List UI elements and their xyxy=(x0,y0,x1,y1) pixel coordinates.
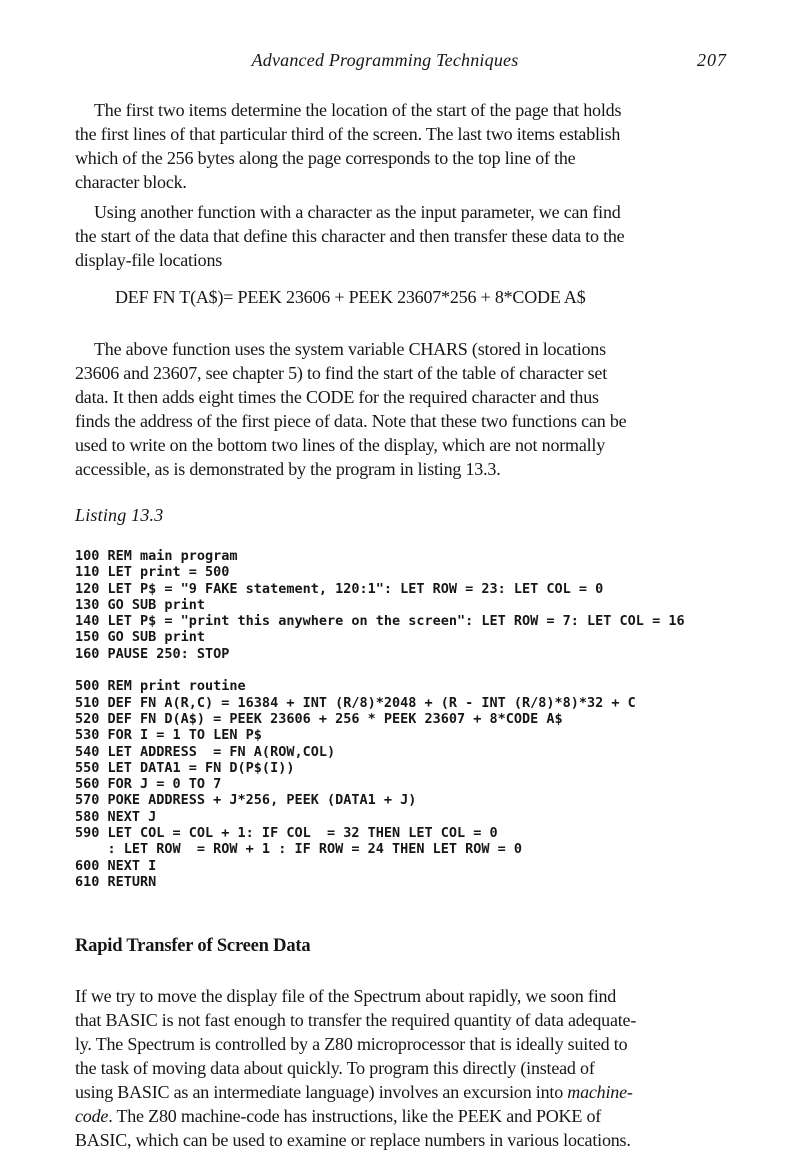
paragraph-line: If we try to move the display file of the Spectrum about rapidly, we soon find xyxy=(75,986,617,1007)
paragraph-line xyxy=(75,1080,735,1104)
paragraph-line: that BASIC is not fast enough to transfer the required quantity of data adequate- xyxy=(75,1010,637,1031)
paragraph-text: using BASIC as an intermediate language) involves an excursion into xyxy=(75,1082,568,1103)
code-line: 100 REM main program xyxy=(75,548,238,564)
code-line: 110 LET print = 500 xyxy=(75,564,230,581)
code-line: 520 DEF FN D(A$) = PEEK 23606 + 256 * PEEK 23607 + 8*CODE A$ xyxy=(75,710,563,727)
listing-caption: Listing 13.3 xyxy=(75,505,164,525)
italic-term: code xyxy=(75,1106,109,1127)
paragraph-line: used to write on the bottom two lines of the display, which are not normally xyxy=(75,435,606,455)
paragraph-line: the first lines of that particular third of the screen. The last two items establish xyxy=(75,124,621,144)
code-line: 510 DEF FN A(R,C) = 16384 + INT (R/8)*2048 + (R - INT (R/8)*8)*32 + C xyxy=(75,694,636,711)
code-line: 150 GO SUB print xyxy=(75,629,206,646)
code-line: 560 FOR J = 0 TO 7 xyxy=(75,776,222,793)
paragraph-line: 23606 and 23607, see chapter 5) to find the start of the table of character set xyxy=(75,363,607,383)
code-line: 600 NEXT I xyxy=(75,857,157,874)
paragraph-line: accessible, as is demonstrated by the program in listing 13.3. xyxy=(75,459,501,479)
paragraph-line: the task of moving data about quickly. To program this directly (instead of xyxy=(75,1058,595,1079)
paragraph-1 xyxy=(75,98,735,194)
italic-term: machine- xyxy=(567,1082,633,1103)
code-line: 120 LET P$ = "9 FAKE statement, 120:1": LET ROW = 23: LET COL = 0 xyxy=(75,580,604,597)
code-line: 580 NEXT J xyxy=(75,808,157,825)
code-line: 500 REM print routine xyxy=(75,678,246,695)
code-line: 140 LET P$ = "print this anywhere on the screen": LET ROW = 7: LET COL = 16 xyxy=(75,613,685,630)
text-column xyxy=(75,50,735,1152)
paragraph-line: which of the 256 bytes along the page corresponds to the top line of the xyxy=(75,148,576,168)
paragraph-3 xyxy=(75,337,735,481)
code-line: 160 PAUSE 250: STOP xyxy=(75,645,230,662)
paragraph-line: the start of the data that define this character and then transfer these data to the xyxy=(75,226,625,246)
paragraph-line: The first two items determine the location of the start of the page that holds xyxy=(94,100,622,120)
code-line: 570 POKE ADDRESS + J*256, PEEK (DATA1 + J) xyxy=(75,792,417,809)
code-line: 530 FOR I = 1 TO LEN P$ xyxy=(75,727,262,744)
paragraph-line: data. It then adds eight times the CODE for the required character and thus xyxy=(75,387,599,407)
code-blank-line xyxy=(75,662,735,678)
paragraph-line: Using another function with a character as the input parameter, we can find xyxy=(94,202,621,222)
paragraph-line: BASIC, which can be used to examine or replace numbers in various locations. xyxy=(75,1130,631,1151)
paragraph-2 xyxy=(75,200,735,272)
code-line: 590 LET COL = COL + 1: IF COL = 32 THEN LET COL = 0 xyxy=(75,825,498,842)
paragraph-line: finds the address of the first piece of data. Note that these two functions can be xyxy=(75,411,627,431)
paragraph-line: display-file locations xyxy=(75,250,223,270)
paragraph-4 xyxy=(75,984,735,1152)
code-line: 130 GO SUB print xyxy=(75,596,206,613)
section-heading: Rapid Transfer of Screen Data xyxy=(75,936,311,957)
code-line: 550 LET DATA1 = FN D(P$(I)) xyxy=(75,759,295,776)
paragraph-line: character block. xyxy=(75,172,187,192)
paragraph-text: . The Z80 machine-code has instructions, like the PEEK and POKE of xyxy=(108,1106,602,1127)
paragraph-line xyxy=(75,1104,735,1128)
page-header xyxy=(75,50,735,72)
page-number: 207 xyxy=(697,50,727,70)
basic-code-listing xyxy=(75,548,735,890)
paragraph-line: ly. The Spectrum is controlled by a Z80 microprocessor that is ideally suited to xyxy=(75,1034,628,1055)
running-head: Advanced Programming Techniques xyxy=(251,50,519,70)
code-continuation-line: : LET ROW = ROW + 1 : IF ROW = 24 THEN LET ROW = 0 xyxy=(75,841,523,858)
def-fn-formula: DEF FN T(A$)= PEEK 23606 + PEEK 23607*256 + 8*CODE A$ xyxy=(115,287,586,307)
code-line: 540 LET ADDRESS = FN A(ROW,COL) xyxy=(75,743,336,760)
code-line: 610 RETURN xyxy=(75,873,157,890)
paragraph-line: The above function uses the system variable CHARS (stored in locations xyxy=(94,339,606,359)
